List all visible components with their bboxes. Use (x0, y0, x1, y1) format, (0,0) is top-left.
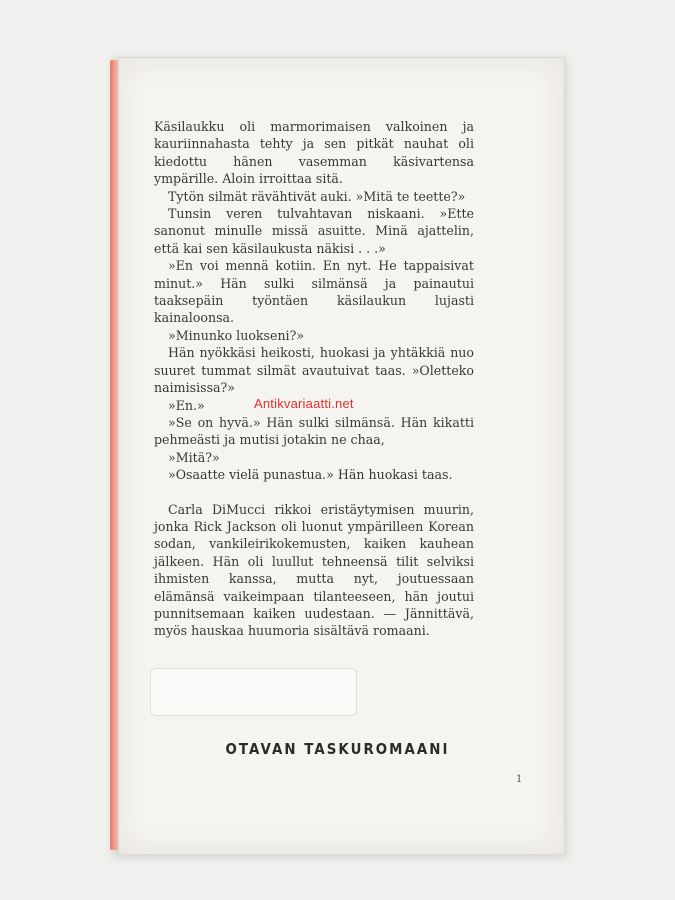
paragraph: »En voi mennä kotiin. En nyt. He tappaisivat minut.» Hän sulki silmänsä ja painautui taaksepäin työntäen käsilaukun lujasti kainaloonsa. (154, 258, 474, 326)
paragraph: »En.» (168, 397, 205, 413)
paragraph: Tytön silmät rävähtivät auki. »Mitä te teette?» (168, 188, 466, 204)
paragraph: Tunsin veren tulvahtavan niskaani. »Ette sanonut minulle missä asuitte. Minä ajattelin, että kai sen käsilaukusta näkisi . . .» (154, 206, 474, 256)
sticker-residue (150, 668, 357, 716)
paragraph: »Mitä?» (168, 449, 220, 465)
watermark-text: Antikvariaatti.net (254, 396, 354, 411)
paragraph: Hän nyökkäsi heikosti, huokasi ja yhtäkkiä nuo suuret tummat silmät avautuivat taas. »Oletteko naimisissa?» (154, 345, 474, 396)
series-imprint: OTAVAN TASKUROMAANI (225, 740, 450, 758)
paragraph: »Minunko luokseni?» (168, 327, 305, 343)
paragraph: Käsilaukku oli marmorimaisen valkoinen ja kauriinnahasta tehty ja sen pitkät nauhat oli kiedottu hänen vasemman käsivartensa ympärille. Aloin irroittaa sitä. (154, 119, 474, 187)
paragraph: »Se on hyvä.» Hän sulki silmänsä. Hän kikatti pehmeästi ja mutisi jotakin ne chaa, (154, 414, 474, 448)
paragraph: »Osaatte vielä punastua.» Hän huokasi taas. (168, 467, 453, 483)
excerpt-text (154, 118, 474, 640)
blurb-paragraph: Carla DiMucci rikkoi eristäytymisen muurin, jonka Rick Jackson oli luonut ympärilleen Korean sodan, vankileirikokemusten, kaiken kauhean jälkeen. Hän oli luullut tehneensä tilit selviksi ihmisten kanssa, mutta nyt, joutuessaan elämänsä vaikeimpaan tilanteeseen, hän joutui punnitsemaan kaiken uudestaan. — Jännittävä, myös hauskaa huumoria sisältävä romaani. (154, 501, 474, 639)
printer-mark: 1 (516, 774, 523, 785)
